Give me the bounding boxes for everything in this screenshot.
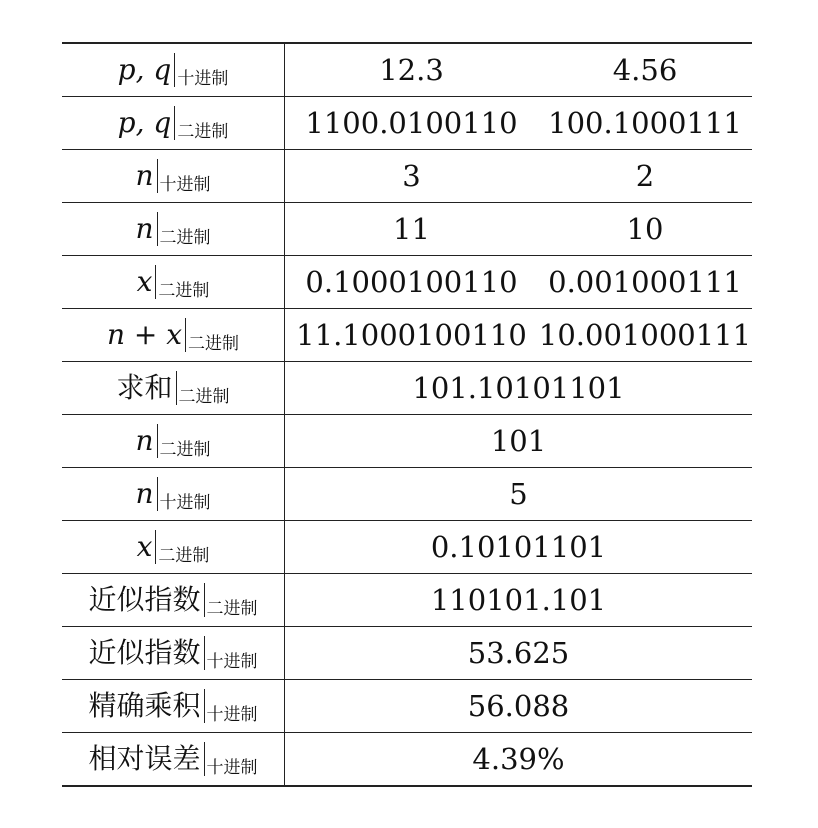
label-subscript: 二进制 <box>158 280 210 301</box>
value-cell-2: 4.56 <box>612 53 678 87</box>
label-main: 求和 <box>116 371 176 405</box>
label-subscript: 十进制 <box>159 492 211 513</box>
row-label <box>62 362 285 414</box>
table-row <box>62 467 752 520</box>
table-row <box>62 96 752 149</box>
label-subscript: 十进制 <box>159 174 211 195</box>
value-cell-2: 100.1000111 <box>548 106 742 140</box>
row-label <box>62 309 285 361</box>
label-main: n <box>135 212 157 246</box>
value-cell-span: 101 <box>490 424 547 458</box>
table-row <box>62 42 752 96</box>
value-cell-1: 11.1000100110 <box>296 318 527 352</box>
row-label <box>62 150 285 202</box>
label-main: 精确乘积 <box>88 689 204 723</box>
row-label <box>62 521 285 573</box>
row-label <box>62 574 285 626</box>
table-row <box>62 573 752 626</box>
label-main: x <box>137 530 157 564</box>
row-label <box>62 468 285 520</box>
row-label <box>62 733 285 785</box>
label-subscript: 十进制 <box>206 651 258 672</box>
table-row <box>62 626 752 679</box>
table-row <box>62 255 752 308</box>
label-main: n <box>135 159 157 193</box>
row-label <box>62 97 285 149</box>
label-subscript: 二进制 <box>178 386 230 407</box>
value-cell-2: 2 <box>635 159 655 193</box>
table-row <box>62 149 752 202</box>
value-cell-span: 110101.101 <box>430 583 607 617</box>
value-cell-span: 5 <box>509 477 528 511</box>
value-cell-1: 1100.0100110 <box>305 106 518 140</box>
value-cell-2: 0.001000111 <box>548 265 742 299</box>
label-subscript: 十进制 <box>206 757 258 778</box>
comparison-table <box>62 42 752 787</box>
row-label <box>62 680 285 732</box>
label-main: 近似指数 <box>88 636 204 670</box>
label-main: p, q <box>118 106 176 140</box>
label-subscript: 二进制 <box>206 598 258 619</box>
value-cell-span: 101.10101101 <box>412 371 625 405</box>
label-subscript: 二进制 <box>188 333 240 354</box>
value-cell-span: 0.10101101 <box>430 530 607 564</box>
label-main: x <box>137 265 157 299</box>
table-row <box>62 361 752 414</box>
label-subscript: 十进制 <box>206 704 258 725</box>
label-main: 相对误差 <box>88 742 204 776</box>
value-cell-span: 56.088 <box>467 689 570 723</box>
value-cell-span: 53.625 <box>467 636 570 670</box>
label-main: n + x <box>107 318 186 352</box>
label-main: p, q <box>118 53 176 87</box>
table-row <box>62 679 752 732</box>
row-label <box>62 627 285 679</box>
value-cell-2: 10 <box>626 212 664 246</box>
label-subscript: 二进制 <box>158 545 210 566</box>
label-subscript: 二进制 <box>159 227 211 248</box>
value-cell-1: 3 <box>402 159 421 193</box>
label-main: n <box>135 477 157 511</box>
table-row <box>62 520 752 573</box>
label-subscript: 二进制 <box>159 439 211 460</box>
table-row <box>62 202 752 255</box>
row-label <box>62 415 285 467</box>
row-label <box>62 203 285 255</box>
label-subscript: 二进制 <box>177 121 229 142</box>
value-cell-span: 4.39% <box>472 742 565 776</box>
row-label <box>62 256 285 308</box>
row-label <box>62 44 285 96</box>
value-cell-1: 12.3 <box>379 53 444 87</box>
table-row <box>62 732 752 787</box>
value-cell-2: 10.001000111 <box>538 318 752 352</box>
value-cell-1: 0.1000100110 <box>305 265 518 299</box>
table-row <box>62 414 752 467</box>
value-cell-1: 11 <box>393 212 430 246</box>
table-row <box>62 308 752 361</box>
label-main: n <box>135 424 157 458</box>
label-subscript: 十进制 <box>177 68 229 89</box>
label-main: 近似指数 <box>88 583 204 617</box>
